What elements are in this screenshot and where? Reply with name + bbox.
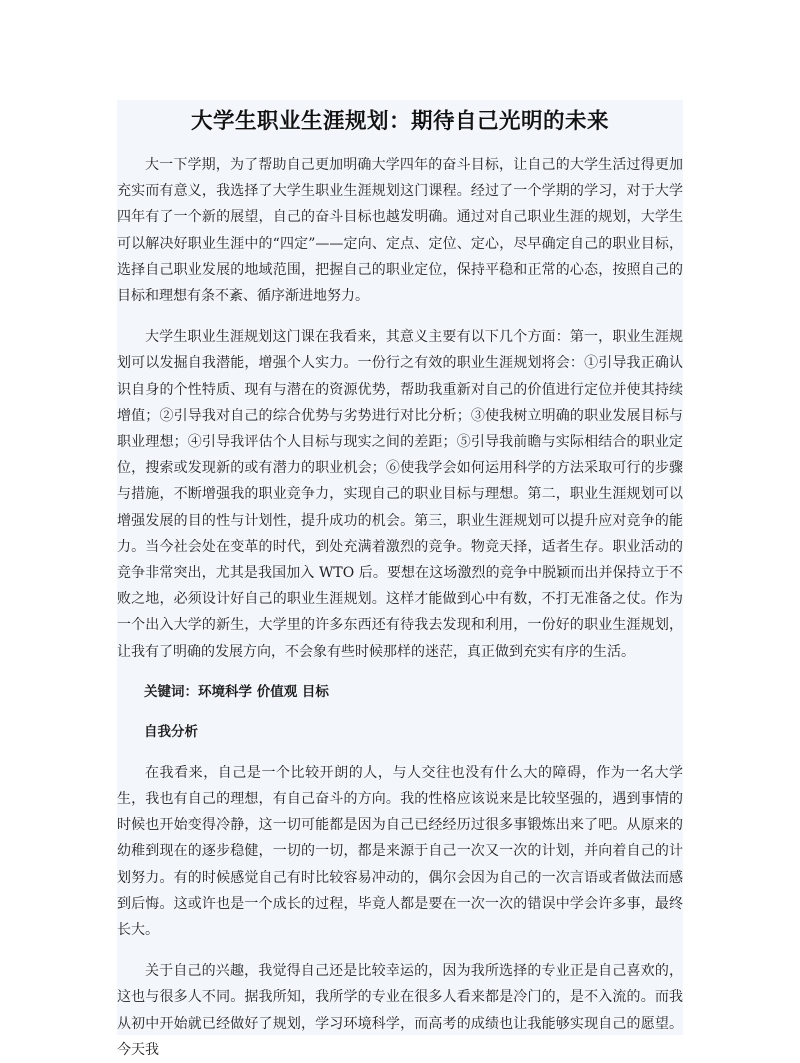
interest-paragraph: 关于自己的兴趣，我觉得自己还是比较幸运的，因为我所选择的专业正是自己喜欢的，这也与很多人不同。据我所知，我所学的专业在很多人看来都是冷门的，是不入流的。而我从初中开始就已经做好了规划，学习环境科学，而高考的成绩也让我能够实现自己的愿望。今天我	[117, 963, 683, 1058]
document-page	[117, 100, 683, 1058]
keywords-line: 关键词：环境科学 价值观 目标	[144, 683, 329, 700]
document-title: 大学生职业生涯规划：期待自己光明的未来	[190, 109, 609, 134]
intro-paragraph: 大一下学期，为了帮助自己更加明确大学四年的奋斗目标，让自己的大学生活过得更加充实而有意义，我选择了大学生职业生涯规划这门课程。经过了一个学期的学习，对于大学四年有了一个新的展望，自己的奋斗目标也越发明确。通过对自己职业生涯的规划，大学生可以解决好职业生涯中的“四定”——定向、定点、定位、定心，尽早确定自己的职业目标，选择自己职业发展的地域范围，把握自己的职业定位，保持平稳和正常的心态，按照自己的目标和理想有条不紊、循序渐进地努力。	[117, 157, 683, 305]
document-content	[117, 100, 683, 1063]
significance-paragraph: 大学生职业生涯规划这门课在我看来，其意义主要有以下几个方面：第一，职业生涯规划可以发掘自我潜能，增强个人实力。一份行之有效的职业生涯规划将会：①引导我正确认识自身的个性特质、现有与潜在的资源优势，帮助我重新对自己的价值进行定位并使其持续增值；②引导我对自己的综合优势与劣势进行对比分析；③使我树立明确的职业发展目标与职业理想；④引导我评估个人目标与现实之间的差距；⑤引导我前瞻与实际相结合的职业定位，搜索或发现新的或有潜力的职业机会；⑥使我学会如何运用科学的方法采取可行的步骤与措施，不断增强我的职业竞争力，实现自己的职业目标与理想。第二，职业生涯规划可以增强发展的目的性与计划性，提升成功的机会。第三，职业生涯规划可以提升应对竞争的能力。当今社会处在变革的时代，到处充满着激烈的竞争。物竞天择，适者生存。职业活动的竞争非常突出，尤其是我国加入 WTO 后。要想在这场激烈的竞争中脱颖而出并保持立于不败之地，必须设计好自己的职业生涯规划。这样才能做到心中有数，不打无准备之仗。作为一个出入大学的新生，大学里的许多东西还有待我去发现和利用，一份好的职业生涯规划，让我有了明确的发展方向，不会象有些时候那样的迷茫，真正做到充实有序的生活。	[117, 329, 683, 660]
section-heading: 自我分析	[144, 723, 198, 740]
self-analysis-paragraph: 在我看来，自己是一个比较开朗的人，与人交往也没有什么大的障碍，作为一名大学生，我也有自己的理想，有自己奋斗的方向。我的性格应该说来是比较坚强的，遇到事情的时候也开始变得冷静，这一切可能都是因为自己已经经历过很多事锻炼出来了吧。从原来的幼稚到现在的逐步稳健，一切的一切，都是来源于自己一次又一次的计划，并向着自己的计划努力。有的时候感觉自己有时比较容易冲动的，偶尔会因为自己的一次言语或者做法而感到后悔。这或许也是一个成长的过程，毕竟人都是要在一次一次的错误中学会许多事，最终长大。	[117, 764, 683, 939]
